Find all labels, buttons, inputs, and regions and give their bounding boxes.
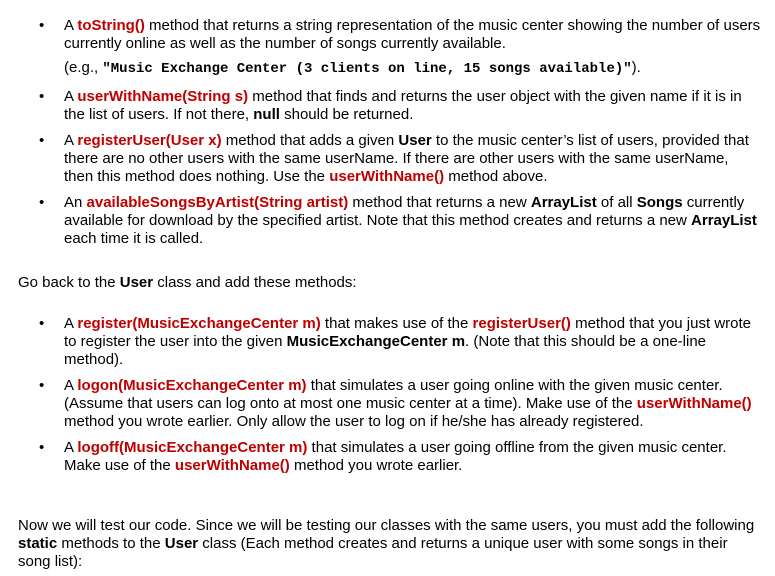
method-name: logon(MusicExchangeCenter m) (77, 377, 307, 394)
list-item-availablesongs: • An availableSongsByArtist(String artist) method that returns a new ArrayList of all Songs currently available for download by the specified artist. Note that this method creates and returns a new ArrayList each time it is called. (39, 194, 757, 247)
example-code: "Music Exchange Center (3 clients on line, 15 songs available)" (102, 61, 632, 77)
example-line: (e.g., "Music Exchange Center (3 clients on line, 15 songs available)"). (64, 59, 641, 77)
bullet: • (39, 194, 45, 211)
list-item-registeruser: • A registerUser(User x) method that adds a given User to the music center’s list of users, provided that there are no other users with the same userName. If there are other users with the same userName, then this method does nothing. Use the userWithName() method above. (39, 132, 749, 185)
list-item-logoff: • A logoff(MusicExchangeCenter m) that simulates a user going offline from the given music center. Make use of the userWithName() method you wrote earlier. (39, 439, 727, 474)
list-item-userwithname: • A userWithName(String s) method that finds and returns the user object with the given name if it is in the list of users. If not there, null should be returned. (39, 88, 742, 123)
method-name: register(MusicExchangeCenter m) (77, 315, 321, 332)
bullet: • (39, 132, 45, 149)
method-name: availableSongsByArtist(String artist) (86, 194, 349, 211)
list-item-logon: • A logon(MusicExchangeCenter m) that simulates a user going online with the given music center. (Assume that users can log onto at most one music center at a time). Make use of the userWithName() method you wrote earlier. Only allow the user to log on if he/she has already registered. (39, 377, 752, 430)
bullet: • (39, 17, 45, 34)
bullet: • (39, 88, 45, 105)
center-methods-list (0, 17, 775, 248)
list-item-register: • A register(MusicExchangeCenter m) that makes use of the registerUser() method that you just wrote to register the user into the given MusicExchangeCenter m. (Note that this should be a one-line method). (39, 315, 752, 368)
method-name: registerUser(User x) (77, 132, 222, 149)
paragraph-test-code: Now we will test our code. Since we will be testing our classes with the same users, you must add the following static methods to the User class (Each method creates and returns a unique user with some songs in their song list): (18, 517, 755, 570)
paragraph-go-back: Go back to the User class and add these methods: (18, 274, 357, 291)
bullet: • (39, 439, 45, 456)
list-item-tostring: • A toString() method that returns a string representation of the music center showing the number of users currently online as well as the number of songs currently available. (e.g., "Music Exchange Center (3 clients on line, 15 songs available)"). (39, 17, 761, 77)
method-name: toString() (77, 17, 145, 34)
method-name: logoff(MusicExchangeCenter m) (77, 439, 308, 456)
bullet: • (39, 377, 45, 394)
user-methods-list (0, 315, 775, 475)
bullet: • (39, 315, 45, 332)
method-name: userWithName(String s) (77, 88, 249, 105)
